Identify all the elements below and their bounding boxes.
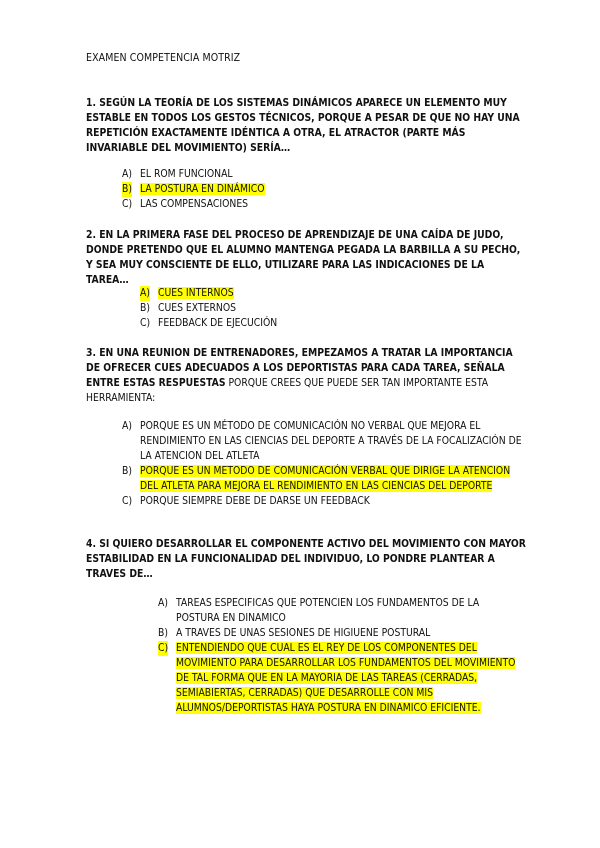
option-text-highlighted: ENTENDIENDO QUE CUAL ES EL REY DE LOS COMPONENTES DEL MOVIMIENTO PARA DESARROLLAR LOS FUNDAMENTOS DEL MOVIMIENTO DE TAL FORMA QUE EN LA MAYORIA DE LAS TAREAS (CERRADAS, SEMIABIERTAS, CERRADAS) QUE DESARROLLE CON MIS ALUMNOS/DEPORTISTAS HAYA POSTURA EN DINAMICO EFICIENTE. xyxy=(176,642,516,714)
option-letter: B) xyxy=(158,627,168,639)
q2-option-c[interactable] xyxy=(140,316,440,331)
q2-option-b[interactable] xyxy=(140,301,440,316)
option-letter: A) xyxy=(122,168,132,180)
option-text: PORQUE ES UN MÉTODO DE COMUNICACIÓN NO VERBAL QUE MEJORA EL RENDIMIENTO EN LAS CIENCIAS DEL DEPORTE A TRAVÉS DE LA FOCALIZACIÓN DE LA ATENCION DEL ATLETA xyxy=(140,420,522,462)
option-letter: C) xyxy=(140,317,151,329)
q3-option-b[interactable] xyxy=(122,464,522,494)
q1-option-b[interactable] xyxy=(122,182,422,197)
q3-option-c[interactable] xyxy=(122,494,522,509)
option-letter: C) xyxy=(158,642,169,654)
question-4-options xyxy=(158,596,516,716)
q1-option-c[interactable] xyxy=(122,197,422,212)
q4-option-c[interactable] xyxy=(158,641,516,716)
question-1-text: 1. SEGÚN LA TEORÍA DE LOS SISTEMAS DINÁMICOS APARECE UN ELEMENTO MUY ESTABLE EN TODOS LOS GESTOS TÉCNICOS, PORQUE A PESAR DE QUE NO HAY UNA REPETICIÓN EXACTAMENTE IDÉNTICA A OTRA, EL ATRACTOR (PARTE MÁS INVARIABLE DEL MOVIMIENTO) SERÍA… xyxy=(86,97,520,154)
q3-option-a[interactable] xyxy=(122,419,522,464)
question-2-options xyxy=(140,286,440,331)
option-letter: A) xyxy=(122,420,132,432)
option-letter: B) xyxy=(122,183,132,195)
option-text: PORQUE SIEMPRE DEBE DE DARSE UN FEEDBACK xyxy=(140,495,370,507)
q4-option-b[interactable] xyxy=(158,626,516,641)
option-letter: C) xyxy=(122,198,133,210)
option-text-highlighted: CUES INTERNOS xyxy=(158,287,234,299)
option-text: LAS COMPENSACIONES xyxy=(140,198,249,210)
option-letter: B) xyxy=(122,465,132,477)
question-4-text: 4. SI QUIERO DESARROLLAR EL COMPONENTE ACTIVO DEL MOVIMIENTO CON MAYOR ESTABILIDAD EN LA FUNCIONALIDAD DEL INDIVIDUO, LO PONDRE PLANTEAR A TRAVES DE… xyxy=(86,538,526,580)
option-text: TAREAS ESPECIFICAS QUE POTENCIEN LOS FUNDAMENTOS DE LA POSTURA EN DINAMICO xyxy=(176,597,480,624)
option-text-highlighted: LA POSTURA EN DINÁMICO xyxy=(140,183,265,195)
question-3-bold: 3. EN UNA REUNION DE ENTRENADORES, EMPEZAMOS A TRATAR LA IMPORTANCIA DE OFRECER CUES ADECUADOS A LOS DEPORTISTAS PARA CADA TAREA, SEÑALA ENTRE ESTAS RESPUESTAS xyxy=(86,347,513,389)
option-text: EL ROM FUNCIONAL xyxy=(140,168,233,180)
question-3-normal: PORQUE CREES QUE PUEDE SER TAN IMPORTANTE ESTA HERRAMIENTA: xyxy=(86,377,489,404)
exam-title: EXAMEN COMPETENCIA MOTRIZ xyxy=(86,52,241,64)
q4-option-a[interactable] xyxy=(158,596,516,626)
option-letter: B) xyxy=(140,302,150,314)
option-text: A TRAVES DE UNAS SESIONES DE HIGIUENE POSTURAL xyxy=(176,627,431,639)
option-letter: C) xyxy=(122,495,133,507)
q1-option-a[interactable] xyxy=(122,167,422,182)
option-letter: A) xyxy=(158,597,168,609)
question-2-text: 2. EN LA PRIMERA FASE DEL PROCESO DE APRENDIZAJE DE UNA CAÍDA DE JUDO, DONDE PRETENDO QUE EL ALUMNO MANTENGA PEGADA LA BARBILLA A SU PECHO, Y SEA MUY CONSCIENTE DE ELLO, UTILIZARE PARA LAS INDICACIONES DE LA TAREA… xyxy=(86,229,521,286)
question-1-options xyxy=(122,167,422,212)
option-letter: A) xyxy=(140,287,150,299)
option-text-highlighted: PORQUE ES UN METODO DE COMUNICACIÓN VERBAL QUE DIRIGE LA ATENCION DEL ATLETA PARA MEJORA EL RENDIMIENTO EN LAS CIENCIAS DEL DEPORTE xyxy=(140,465,511,492)
question-3-options xyxy=(122,419,522,509)
option-text: CUES EXTERNOS xyxy=(158,302,236,314)
option-text: FEEDBACK DE EJECUCIÓN xyxy=(158,317,278,329)
question-3-text xyxy=(86,346,526,406)
q2-option-a[interactable] xyxy=(140,286,440,301)
